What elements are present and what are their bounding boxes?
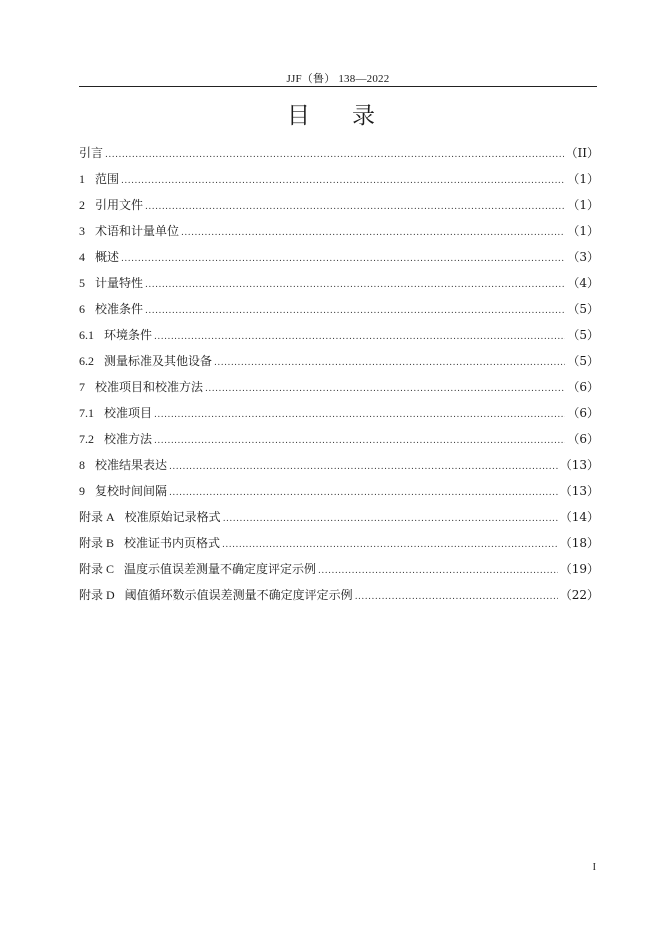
toc-entry-page: （14） [559, 510, 599, 524]
toc-entry-page: （1） [567, 224, 599, 238]
toc-dot-leader [105, 150, 564, 160]
toc-entry-number: 2 [79, 198, 85, 212]
toc-entry-label: 引用文件 [95, 198, 144, 212]
toc-dot-leader [121, 176, 565, 186]
toc-entry-label: 温度示值误差测量不确定度评定示例 [124, 562, 317, 576]
page-number: I [592, 862, 596, 873]
toc-entry-label: 校准项目和校准方法 [95, 380, 204, 394]
toc-entry-number: 附录 B [79, 536, 115, 550]
toc-entry-page: （6） [567, 380, 599, 394]
toc-entry-number: 1 [79, 172, 85, 186]
toc-dot-leader [223, 514, 558, 524]
toc-entry-number: 7.1 [79, 406, 94, 420]
toc-entry-label: 术语和计量单位 [95, 224, 180, 238]
toc-entry-number: 附录 C [79, 562, 115, 576]
table-of-contents [79, 144, 599, 612]
toc-entry-label: 范围 [95, 172, 120, 186]
toc-dot-leader [145, 280, 565, 290]
toc-entry-page: （3） [567, 250, 599, 264]
toc-entry[interactable] [79, 222, 599, 248]
toc-entry[interactable] [79, 586, 599, 612]
toc-entry-label: 引言 [79, 146, 104, 160]
toc-entry[interactable] [79, 144, 599, 170]
toc-entry[interactable] [79, 300, 599, 326]
toc-dot-leader [214, 358, 565, 368]
toc-dot-leader [318, 566, 558, 576]
toc-entry[interactable] [79, 248, 599, 274]
toc-entry-page: （5） [567, 354, 599, 368]
toc-entry-page: （18） [559, 536, 599, 550]
toc-entry-number: 7 [79, 380, 85, 394]
toc-entry-label: 阈值循环数示值误差测量不确定度评定示例 [124, 588, 353, 602]
toc-dot-leader [154, 436, 565, 446]
toc-dot-leader [121, 254, 565, 264]
toc-entry-page: （5） [567, 328, 599, 342]
toc-dot-leader [181, 228, 565, 238]
toc-entry-number: 附录 D [79, 588, 115, 602]
toc-entry[interactable] [79, 274, 599, 300]
toc-entry-number: 6 [79, 302, 85, 316]
toc-entry-number: 7.2 [79, 432, 94, 446]
toc-entry[interactable] [79, 456, 599, 482]
toc-entry-page: （19） [559, 562, 599, 576]
toc-entry[interactable] [79, 170, 599, 196]
toc-entry-label: 复校时间间隔 [95, 484, 168, 498]
toc-entry-page: （13） [559, 484, 599, 498]
toc-entry[interactable] [79, 196, 599, 222]
toc-entry-number: 4 [79, 250, 85, 264]
page-title: 目录 [287, 103, 417, 129]
toc-entry-page: （4） [567, 276, 599, 290]
toc-dot-leader [169, 462, 558, 472]
toc-entry-page: （5） [567, 302, 599, 316]
toc-entry-label: 环境条件 [104, 328, 153, 342]
toc-dot-leader [145, 306, 565, 316]
toc-entry[interactable] [79, 482, 599, 508]
header-divider [79, 86, 597, 87]
toc-entry-label: 计量特性 [95, 276, 144, 290]
toc-entry-number: 3 [79, 224, 85, 238]
toc-dot-leader [222, 540, 558, 550]
toc-entry-page: （6） [567, 432, 599, 446]
toc-entry[interactable] [79, 378, 599, 404]
toc-entry-number: 5 [79, 276, 85, 290]
document-header: JJF（鲁） 138—2022 [286, 73, 390, 85]
toc-dot-leader [145, 202, 565, 212]
toc-entry-number: 8 [79, 458, 85, 472]
toc-entry[interactable] [79, 534, 599, 560]
toc-entry-number: 附录 A [79, 510, 115, 524]
toc-entry-label: 校准方法 [104, 432, 153, 446]
toc-entry-label: 校准原始记录格式 [124, 510, 221, 524]
toc-entry-page: （22） [559, 588, 599, 602]
toc-dot-leader [355, 592, 558, 602]
toc-dot-leader [154, 332, 565, 342]
toc-entry-page: （II） [565, 146, 599, 160]
toc-entry-page: （13） [559, 458, 599, 472]
toc-entry-page: （6） [567, 406, 599, 420]
toc-dot-leader [169, 488, 558, 498]
toc-entry[interactable] [79, 326, 599, 352]
toc-entry-label: 校准结果表达 [95, 458, 168, 472]
toc-entry[interactable] [79, 404, 599, 430]
toc-entry[interactable] [79, 508, 599, 534]
toc-entry[interactable] [79, 560, 599, 586]
toc-entry-page: （1） [567, 172, 599, 186]
toc-entry-number: 6.1 [79, 328, 94, 342]
toc-entry-label: 校准证书内页格式 [124, 536, 221, 550]
toc-entry-number: 9 [79, 484, 85, 498]
toc-entry-number: 6.2 [79, 354, 94, 368]
toc-entry-label: 测量标准及其他设备 [104, 354, 213, 368]
toc-entry-label: 概述 [95, 250, 120, 264]
toc-dot-leader [154, 410, 565, 420]
toc-entry[interactable] [79, 352, 599, 378]
toc-entry-page: （1） [567, 198, 599, 212]
toc-entry-label: 校准条件 [95, 302, 144, 316]
toc-entry-label: 校准项目 [104, 406, 153, 420]
toc-entry[interactable] [79, 430, 599, 456]
toc-dot-leader [205, 384, 565, 394]
